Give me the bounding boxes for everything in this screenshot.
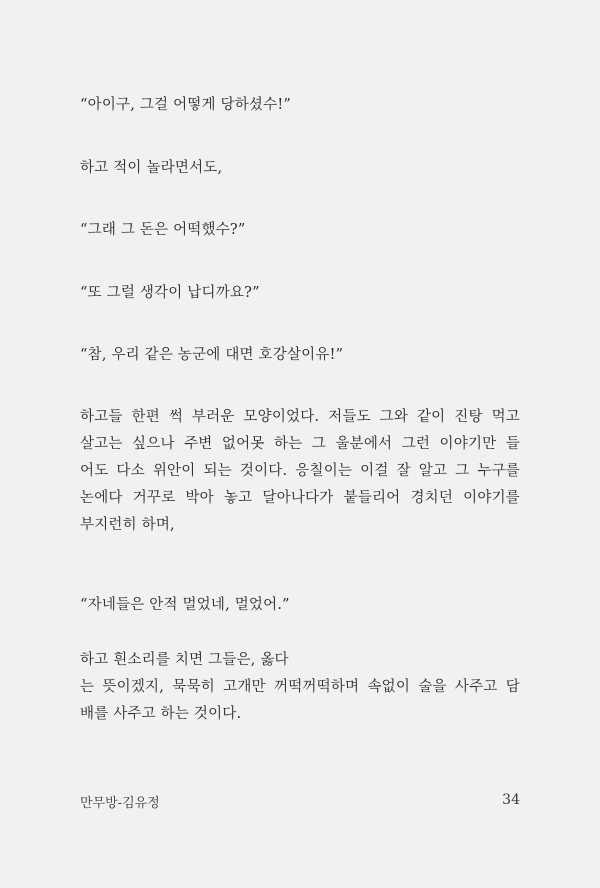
text-line: 부지런히 하며, [80,517,175,533]
narrative-paragraph [80,404,520,539]
text-line: 는 뜻이겠지, 묵묵히 고개만 꺼떡꺼떡하며 속없이 술을 사주고 담 [80,679,520,695]
narrative-paragraph [80,647,520,728]
narration-line: 하고 적이 놀라면서도, [80,160,223,176]
page-number: 34 [502,792,520,808]
text-line: 논에다 거꾸로 박아 놓고 달아나다가 붙들리어 경치던 이야기를 [80,490,520,506]
footer-source: 만무방-김유정 [80,796,160,811]
dialogue-line: “자네들은 안적 멀었네, 멀었어.” [80,597,290,613]
dialogue-line: “또 그럴 생각이 납디까요?” [80,285,260,301]
dialogue-line: “참, 우리 같은 농군에 대면 호강살이유!” [80,347,344,363]
dialogue-line: “아이구, 그걸 어떻게 당하셨수!” [80,97,291,113]
text-line: 어도 다소 위안이 되는 것이다. 응칠이는 이걸 잘 알고 그 누구를 [80,463,520,479]
text-line: 하고들 한편 썩 부러운 모양이었다. 저들도 그와 같이 진탕 먹고 [80,409,520,425]
text-line: 살고는 싶으나 주변 없어못 하는 그 울분에서 그런 이야기만 들 [80,436,520,452]
text-line: 하고 흰소리를 치면 그들은, 옳다 [80,652,289,668]
dialogue-line: “그래 그 돈은 어떡했수?” [80,222,246,238]
text-line: 배를 사주고 하는 것이다. [80,706,242,722]
